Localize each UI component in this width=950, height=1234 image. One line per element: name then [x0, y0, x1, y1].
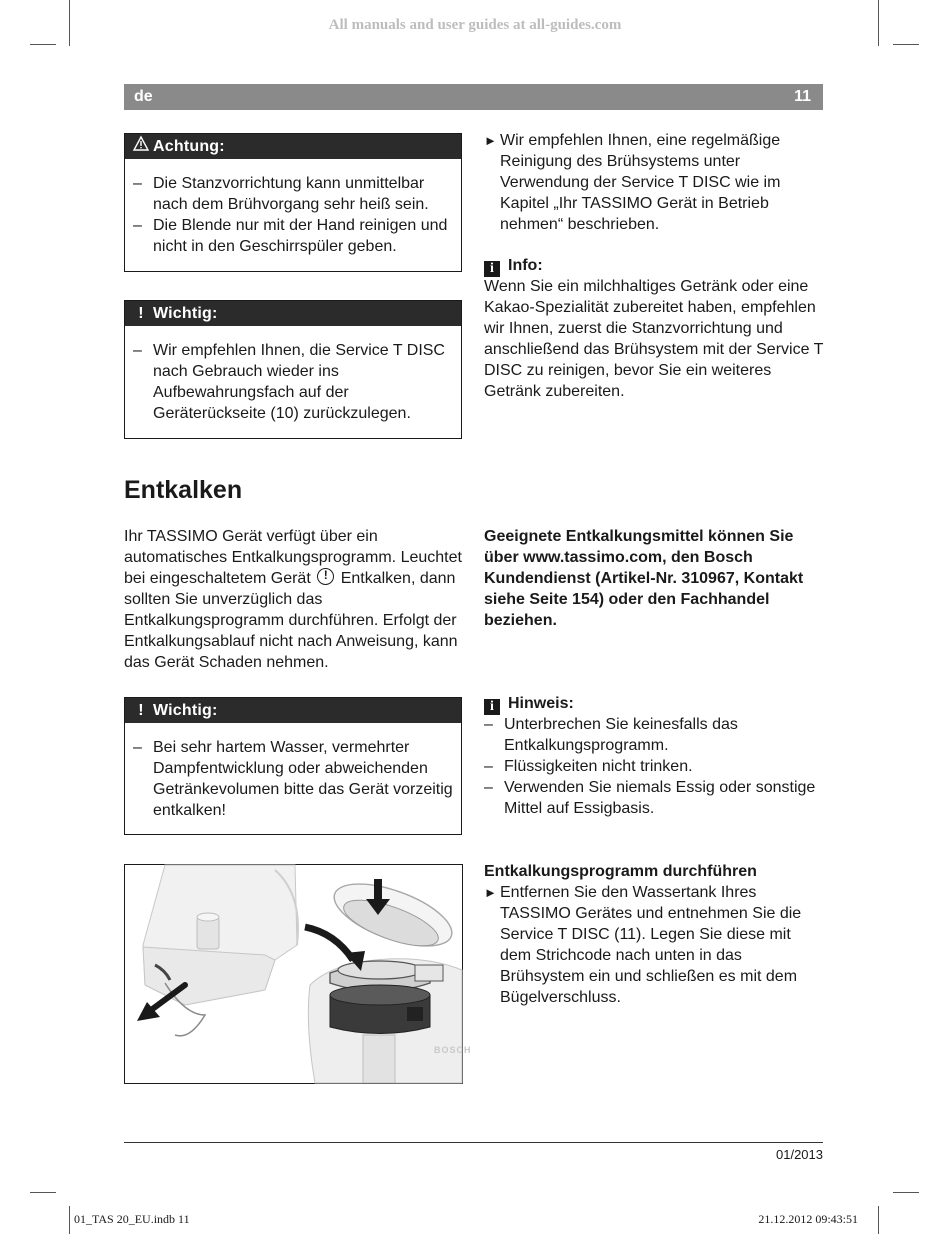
info-block	[484, 255, 824, 402]
wichtig-box	[124, 300, 462, 439]
descale-warning-icon	[317, 568, 334, 585]
info-icon: i	[484, 261, 500, 277]
brand-label: BOSCH	[434, 1045, 472, 1055]
crop-mark	[30, 44, 56, 45]
wichtig-list	[125, 326, 461, 434]
hinweis-title: Hinweis:	[508, 695, 574, 712]
wichtig-title-2: Wichtig:	[153, 702, 218, 719]
wichtig-box-2	[124, 697, 462, 835]
slug-timestamp: 21.12.2012 09:43:51	[758, 1212, 858, 1226]
machine-illustration	[125, 865, 462, 1083]
illustration-figure	[124, 864, 472, 1084]
achtung-box	[124, 133, 462, 272]
procedure-step: ► Entfernen Sie den Wassertank Ihres TASSIMO Gerätes und entnehmen Sie die Service T DISC (11). Legen Sie diese mit dem Strichcode nach unten in das Brühsystem ein und schließen es mit dem Bügelverschluss.	[484, 882, 826, 1008]
list-item: – Unterbrechen Sie keinesfalls das Entkalkungsprogramm.	[484, 714, 824, 756]
footer-rule	[124, 1142, 823, 1143]
procedure-steps	[484, 882, 826, 1008]
hinweis-heading	[484, 693, 824, 714]
descaler-note: Geeignete Entkalkungsmittel können Sie über www.tassimo.com, den Bosch Kundendienst (Artikel-Nr. 310967, Kontakt siehe Seite 154) oder den Fachhandel beziehen.	[484, 528, 804, 629]
slug-filename: 01_TAS 20_EU.indb 11	[74, 1212, 190, 1226]
crop-mark	[30, 1192, 56, 1193]
page-number: 11	[794, 88, 811, 105]
info-title: Info:	[508, 257, 543, 274]
hinweis-list	[484, 714, 824, 819]
crop-mark	[893, 1192, 919, 1193]
procedure-block	[484, 861, 826, 1008]
procedure-title: Entkalkungsprogramm durchführen	[484, 863, 757, 880]
intro-text-part2: Entkalken, dann sollten Sie unverzüglich das Entkalkungsprogramm durchführen. Erfolgt der Entkalkungsablauf nicht nach Anweisung, kann das Gerät Schaden nehmen.	[124, 570, 458, 671]
recommendation-block	[484, 130, 824, 235]
language-code: de	[134, 88, 153, 105]
crop-mark	[893, 44, 919, 45]
wichtig-header	[125, 301, 461, 326]
watermark: All manuals and user guides at all-guides.com	[328, 17, 622, 33]
section-title: Entkalken	[124, 476, 243, 504]
page-header-bar	[124, 84, 823, 110]
achtung-title: Achtung:	[153, 138, 225, 155]
exclamation-icon: !	[138, 305, 144, 322]
footer-date: 01/2013	[776, 1147, 823, 1162]
info-heading	[484, 255, 824, 276]
list-item: – Wir empfehlen Ihnen, die Service T DISC nach Gebrauch wieder ins Aufbewahrungsfach auf der Geräterückseite (10) zurückzulegen.	[133, 340, 455, 424]
wichtig-title: Wichtig:	[153, 305, 218, 322]
list-item: – Die Blende nur mit der Hand reinigen und nicht in den Geschirrspüler geben.	[133, 215, 455, 257]
crop-mark	[878, 1206, 879, 1234]
hinweis-block	[484, 693, 824, 819]
warning-triangle-icon	[131, 134, 151, 159]
crop-mark	[69, 1206, 70, 1234]
recommendation-step: ► Wir empfehlen Ihnen, eine regelmäßige Reinigung des Brühsystems unter Verwendung der Service T DISC wie im Kapitel „Ihr TASSIMO Gerät in Betrieb nehmen“ beschrieben.	[484, 130, 824, 235]
achtung-list	[125, 159, 461, 267]
list-item: – Verwenden Sie niemals Essig oder sonstige Mittel auf Essigbasis.	[484, 777, 824, 819]
wichtig-header-2	[125, 698, 461, 723]
wichtig-list-2	[125, 723, 461, 831]
info-icon: i	[484, 699, 500, 715]
list-item: – Bei sehr hartem Wasser, vermehrter Dampfentwicklung oder abweichenden Getränkevolumen bitte das Gerät vorzeitig entkalken!	[133, 737, 455, 821]
achtung-header	[125, 134, 461, 159]
list-item: – Flüssigkeiten nicht trinken.	[484, 756, 824, 777]
list-item: – Die Stanzvorrichtung kann unmittelbar nach dem Brühvorgang sehr heiß sein.	[133, 173, 455, 215]
intro-paragraph	[124, 526, 464, 673]
info-text: Wenn Sie ein milchhaltiges Getränk oder eine Kakao-Spezialität zubereitet haben, empfehlen wir Ihnen, zuerst die Stanzvorrichtung und anschließend das Brühsystem mit der Service T DISC zu reinigen, bevor Sie ein weiteres Getränk zubereiten.	[484, 278, 824, 400]
exclamation-icon: !	[138, 702, 144, 719]
intro-text-part1: Ihr TASSIMO Gerät verfügt über ein automatisches Entkalkungsprogramm. Leuchtet bei eingeschaltetem Gerät	[124, 528, 462, 587]
